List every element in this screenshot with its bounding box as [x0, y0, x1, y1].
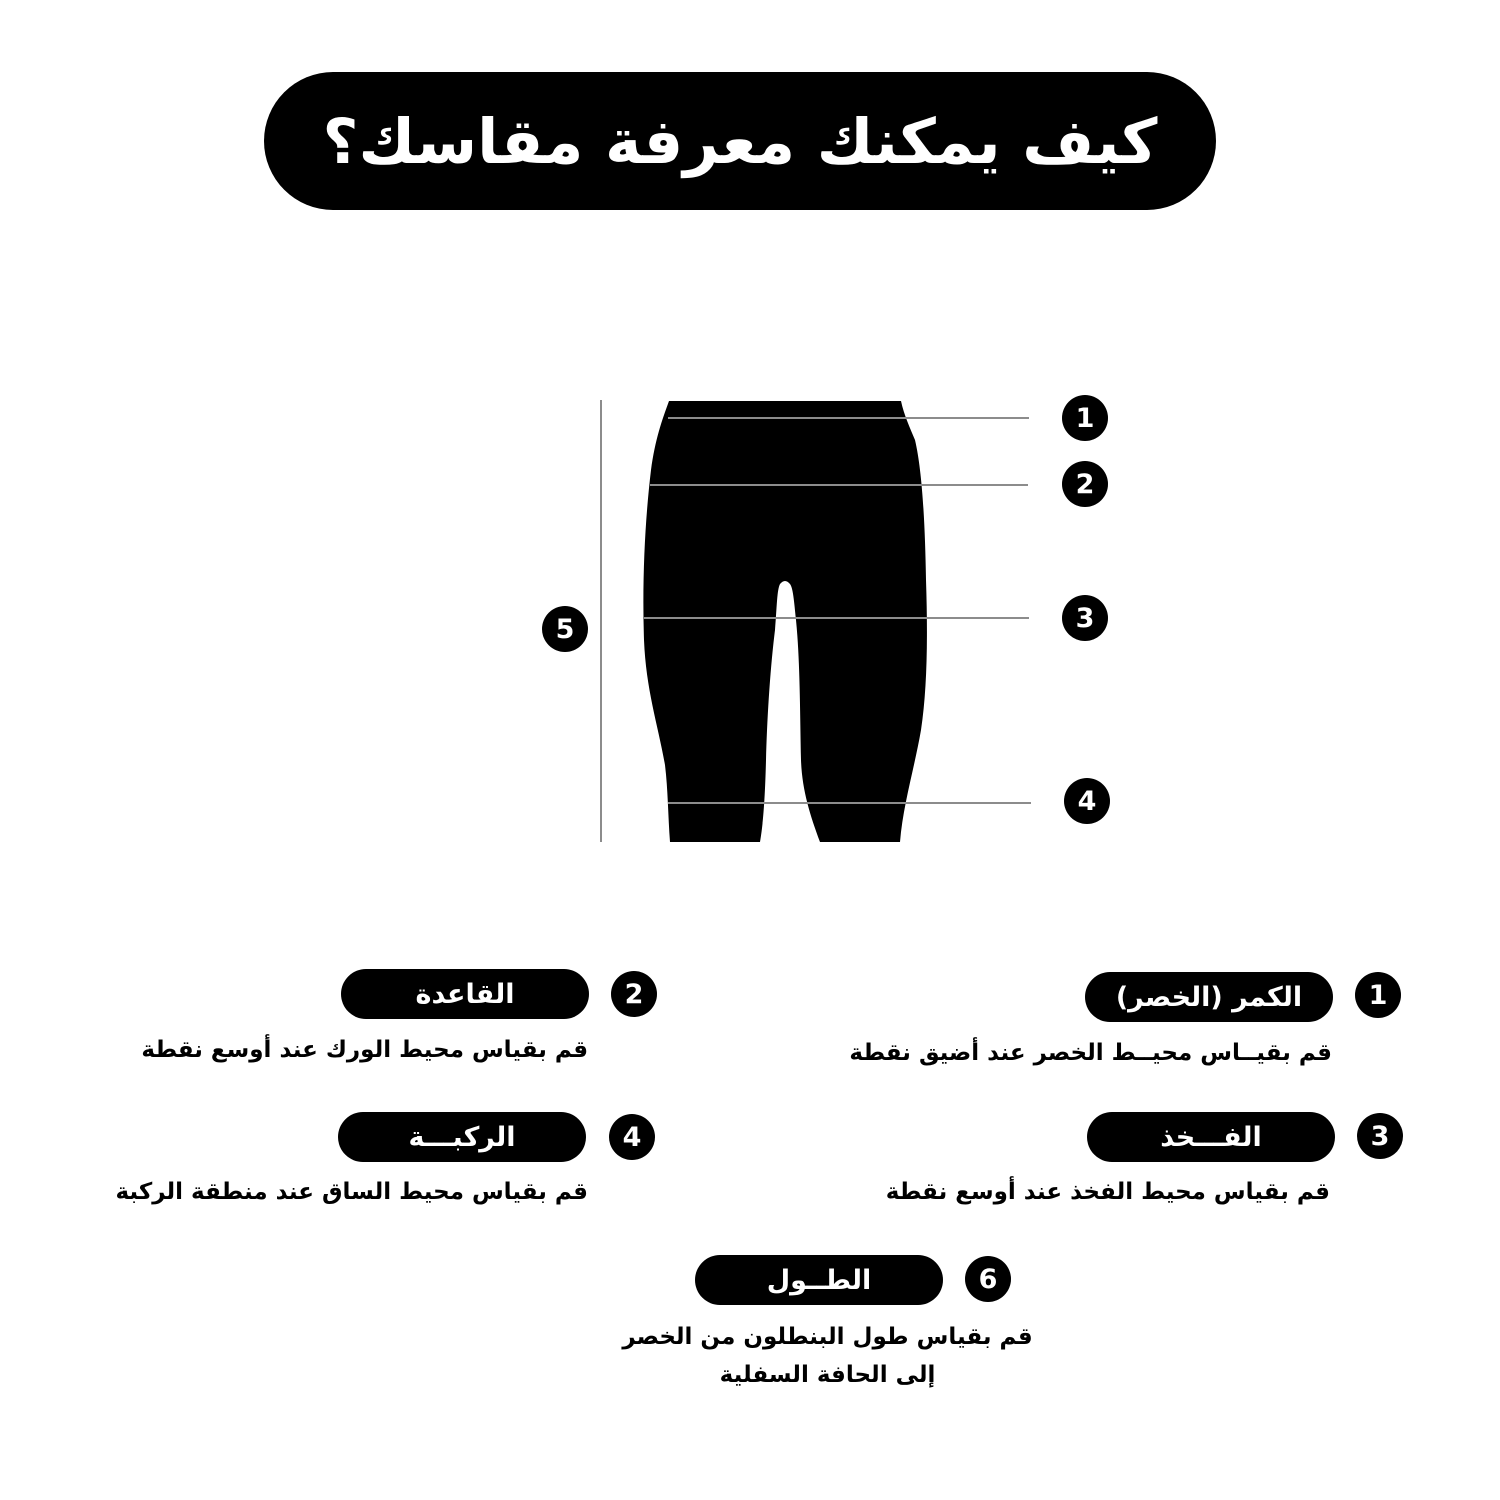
marker-1-badge: 1 — [1062, 395, 1108, 441]
item-3-label-pill — [1087, 1112, 1335, 1162]
item-6-description-line-1: قم بقياس طول البنطلون من الخصر — [622, 1324, 1033, 1350]
marker-3-badge: 3 — [1062, 595, 1108, 641]
item-6-label: الطــول — [766, 1264, 872, 1296]
page-title: كيف يمكنك معرفة مقاسك؟ — [322, 104, 1158, 178]
item-6-badge: 6 — [965, 1256, 1011, 1302]
item-2-description: قم بقياس محيط الورك عند أوسع نقطة — [141, 1037, 588, 1063]
item-1-label: الكمر (الخصر) — [1115, 981, 1303, 1013]
item-6-description-line-2: إلى الحافة السفلية — [719, 1362, 936, 1388]
item-1-label-pill — [1085, 972, 1333, 1022]
item-3-label: الفـــخذ — [1160, 1121, 1262, 1153]
marker-2-badge: 2 — [1062, 461, 1108, 507]
item-1-description: قم بقيــاس محيــط الخصر عند أضيق نقطة — [849, 1040, 1332, 1066]
item-2-badge: 2 — [611, 971, 657, 1017]
shorts-silhouette — [643, 401, 927, 842]
item-4-description: قم بقياس محيط الساق عند منطقة الركبة — [115, 1179, 588, 1205]
item-6-label-pill — [695, 1255, 943, 1305]
marker-4-badge: 4 — [1064, 778, 1110, 824]
item-4-label: الركبـــة — [408, 1121, 516, 1153]
item-4-badge: 4 — [609, 1114, 655, 1160]
item-3-badge: 3 — [1357, 1113, 1403, 1159]
item-4-label-pill — [338, 1112, 586, 1162]
item-2-label: القاعدة — [415, 978, 515, 1010]
item-2-label-pill — [341, 969, 589, 1019]
marker-5-badge: 5 — [542, 606, 588, 652]
item-1-badge: 1 — [1355, 972, 1401, 1018]
item-3-description: قم بقياس محيط الفخذ عند أوسع نقطة — [885, 1179, 1330, 1205]
